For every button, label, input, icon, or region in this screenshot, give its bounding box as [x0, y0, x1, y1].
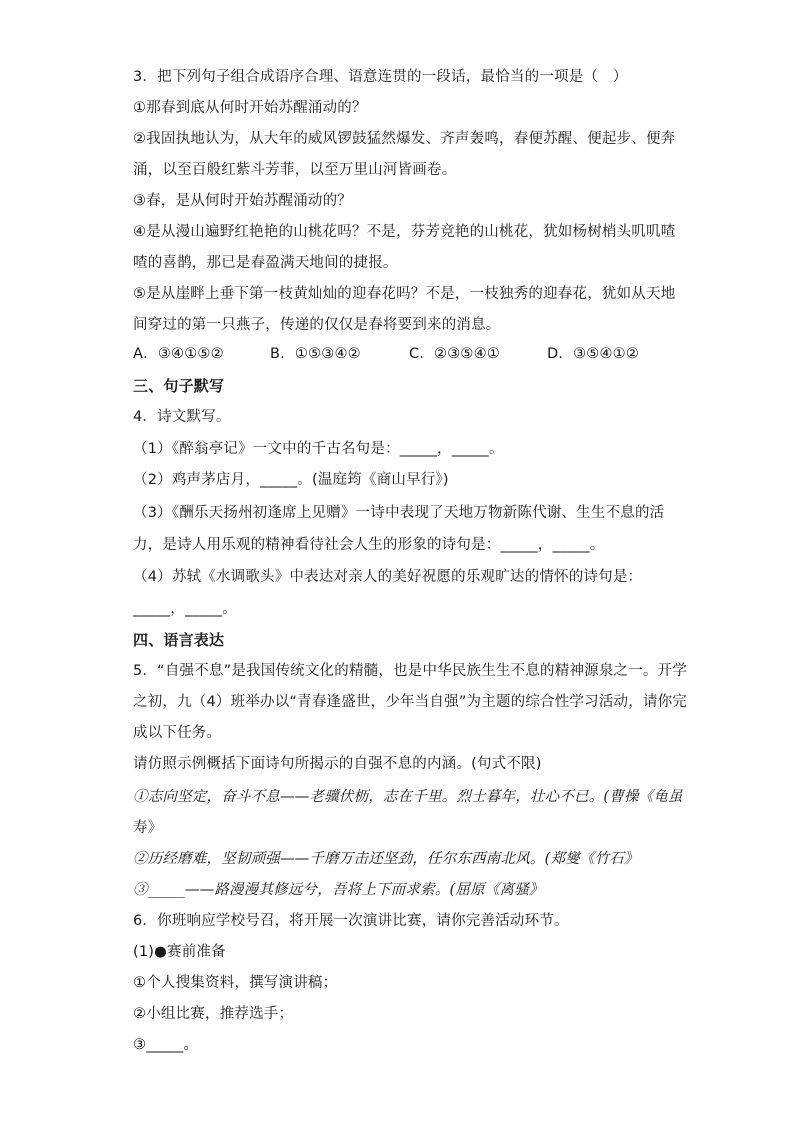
q6-subheading: (1)●赛前准备 — [133, 944, 226, 960]
q6-item-3: ③_____。 — [133, 1037, 199, 1053]
option-c: C．②③⑤④① — [409, 346, 501, 362]
q5-example-2: ②历经磨难，坚韧顽强——千磨万击还坚劲，任尔东西南北风。(郑燮《竹石》 — [133, 851, 639, 867]
q3-sentence-2-line2: 涌，以至百般红紫斗芳菲，以至万里山河皆画卷。 — [133, 162, 457, 178]
q3-sentence-3: ③春，是从何时开始苏醒涌动的？ — [133, 193, 352, 209]
q5-line-3: 成以下任务。 — [133, 725, 222, 741]
q5-line-1: 5．“自强不息”是我国传统文化的精髓，也是中华民族生生不息的精神源泉之一。开学 — [133, 663, 688, 679]
q5-line-2: 之初，九（4）班举办以“青春逢盛世，少年当自强”为主题的综合性学习活动，请你完 — [133, 694, 688, 710]
option-a: A．③④①⑤② — [133, 346, 224, 362]
q3-sentence-5-line1: ⑤是从崖畔上垂下第一枝黄灿灿的迎春花吗？不是，一枝独秀的迎春花，犹如从天地 — [133, 286, 676, 302]
q4-part-4-line2: _____，_____。 — [133, 601, 237, 617]
q6-item-1: ①个人搜集资料，撰写演讲稿； — [133, 975, 338, 991]
q4-part-4-line1: （4）苏轼《水调歌头》中表达对亲人的美好祝愿的乐观旷达的情怀的诗句是： — [133, 569, 643, 585]
q5-example-1-line2: 寿》 — [133, 820, 163, 836]
option-b: B．①⑤③④② — [270, 346, 361, 362]
q4-part-1: （1）《醉翁亭记》一文中的千古名句是：_____，_____。 — [133, 441, 504, 457]
q4-part-3-line2: 力，是诗人用乐观的精神看待社会人生的形象的诗句是：_____，_____。 — [133, 537, 605, 553]
option-d: D．③⑤④①② — [547, 346, 640, 362]
q4-part-3-line1: （3）《酬乐天扬州初逢席上见赠》一诗中表现了天地万物新陈代谢、生生不息的活 — [133, 505, 665, 521]
section-4-heading: 四、语言表达 — [133, 631, 225, 649]
q5-example-1-line1: ①志向坚定，奋斗不息——老骥伏枥，志在千里。烈士暮年，壮心不已。(曹操《龟虽 — [133, 789, 683, 805]
q3-sentence-5-line2: 间穿过的第一只燕子，传递的仅仅是春将要到来的消息。 — [133, 317, 501, 333]
q3-sentence-4-line2: 喳的喜鹊，那已是春盈满天地间的捷报。 — [133, 255, 398, 271]
q5-instruction: 请仿照示例概括下面诗句所揭示的自强不息的内涵。(句式不限) — [133, 756, 542, 772]
q5-example-3: ③_____——路漫漫其修远兮，吾将上下而求索。(屈原《离骚》 — [133, 882, 544, 898]
q4-part-2: （2）鸡声茅店月，_____。(温庭筠《商山早行》) — [133, 472, 449, 488]
q6-line-1: 6．你班响应学校号召，将开展一次演讲比赛，请你完善活动环节。 — [133, 913, 569, 929]
q6-item-2: ②小组比赛，推荐选手； — [133, 1006, 294, 1022]
q4-stem: 4．诗文默写。 — [133, 409, 231, 425]
section-3-heading: 三、句子默写 — [133, 377, 225, 395]
q3-sentence-4-line1: ④是从漫山遍野红艳艳的山桃花吗？不是，芬芳竞艳的山桃花，犹如杨树梢头叽叽喳 — [133, 224, 676, 240]
q3-sentence-1: ①那春到底从何时开始苏醒涌动的？ — [133, 100, 367, 116]
q3-stem: 3．把下列句子组合成语序合理、语意连贯的一段话，最恰当的一项是（ ） — [133, 69, 628, 85]
q3-sentence-2-line1: ②我固执地认为，从大年的威风锣鼓猛然爆发、齐声轰鸣，春便苏醒、便起步、便奔 — [133, 131, 676, 147]
q3-options — [133, 344, 673, 364]
